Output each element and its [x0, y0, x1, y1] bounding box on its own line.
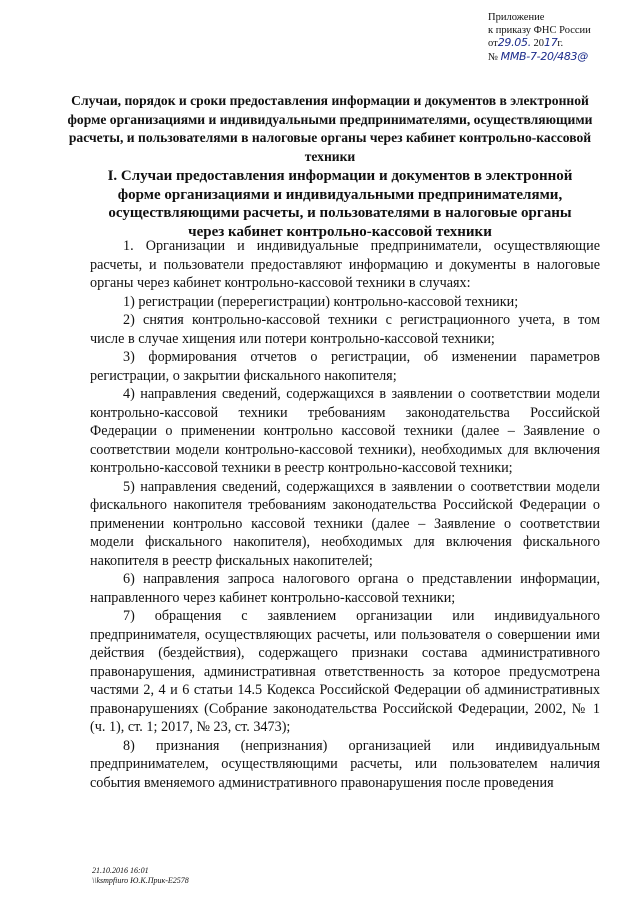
- footer-timestamp: 21.10.2016 16:01: [92, 866, 149, 875]
- appendix-label: Приложение: [488, 12, 545, 23]
- appendix-number-line: [488, 51, 628, 65]
- document-footer: [92, 866, 189, 886]
- number-handwritten: ММВ-7-20/483@: [500, 49, 588, 63]
- document-title: Случаи, порядок и сроки предоставления информации и документов в электронной форме организациями и индивидуальными предпринимателями, осуществляющими расчеты, и пользователями в налоговые органы через кабинет контрольно-кассовой техники: [67, 93, 593, 164]
- appendix-date-line: [488, 37, 628, 51]
- date-prefix: от: [488, 38, 498, 49]
- paragraph: 1) регистрации (перерегистрации) контрольно-кассовой техники;: [123, 293, 519, 310]
- year-suffix: г.: [557, 38, 564, 49]
- document-body: [90, 237, 600, 792]
- paragraph: 5) направления сведений, содержащихся в заявлении о соответствии модели фискального накопителя требованиям законодательства Российской Федерации о применении контрольно кассовой техники (далее – Заявление о соответствии модели фискального накопителя), необходимых для включения фискального накопителя в реестр фискальных накопителей;: [90, 478, 600, 569]
- number-prefix: №: [488, 51, 499, 63]
- paragraph: 6) направления запроса налогового органа о представлении информации, направленного через кабинет контрольно-кассовой техники;: [90, 571, 600, 606]
- section-heading: I. Случаи предоставления информации и документов в электронной форме организациями и индивидуальными предпринимателями, осуществляющими расчеты, и пользователями в налоговые органы через кабинет контрольно-кассовой техники: [107, 168, 573, 240]
- footer-file-ref: \\ksmpfiuro Ю.К.Прик-Е2578: [92, 876, 189, 885]
- year-prefix: 20: [533, 38, 545, 49]
- paragraph: 4) направления сведений, содержащихся в заявлении о соответствии модели контрольно-кассовой техники требованиям законодательства Российской Федерации о применении контрольно кассовой техники (далее – Заявление о соответствии модели контрольно-кассовой техники), необходимых для включения контрольно-кассовой техники в реестр контрольно-кассовой техники;: [90, 386, 600, 476]
- date-handwritten: 29.05.: [497, 36, 531, 49]
- year-handwritten: 17: [544, 36, 558, 49]
- paragraph: 1. Организации и индивидуальные предприниматели, осуществляющие расчеты, и пользователи предоставляют информацию и документы в налоговые органы через кабинет контрольно-кассовой техники в случаях:: [90, 238, 600, 291]
- appendix-stamp: [488, 12, 628, 64]
- paragraph: 7) обращения с заявлением организации или индивидуального предпринимателя, осуществляющих расчеты, или пользователя о совершении ими действия (бездействия), содержащего признаки состава административного правонарушения, административная ответственность за которое предусмотрена частями 2, 4 и 6 статьи 14.5 Кодекса Российской Федерации об административных правонарушениях (Собрание законодательства Российской Федерации, 2002, № 1 (ч. 1), ст. 1; 2017, № 23, ст. 3473);: [90, 608, 600, 735]
- appendix-order-line: к приказу ФНС России: [488, 24, 591, 36]
- paragraph: 8) признания (непризнания) организацией или индивидуальным предпринимателем, осуществляющими расчеты, или пользователем наличия события вменяемого административного правонарушения после проведения: [90, 737, 600, 791]
- paragraph: 3) формирования отчетов о регистрации, об изменении параметров регистрации, о закрытии фискального накопителя;: [90, 349, 600, 384]
- paragraph: 2) снятия контрольно-кассовой техники с регистрационного учета, в том числе в случае хищения или потери контрольно-кассовой техники;: [90, 312, 600, 347]
